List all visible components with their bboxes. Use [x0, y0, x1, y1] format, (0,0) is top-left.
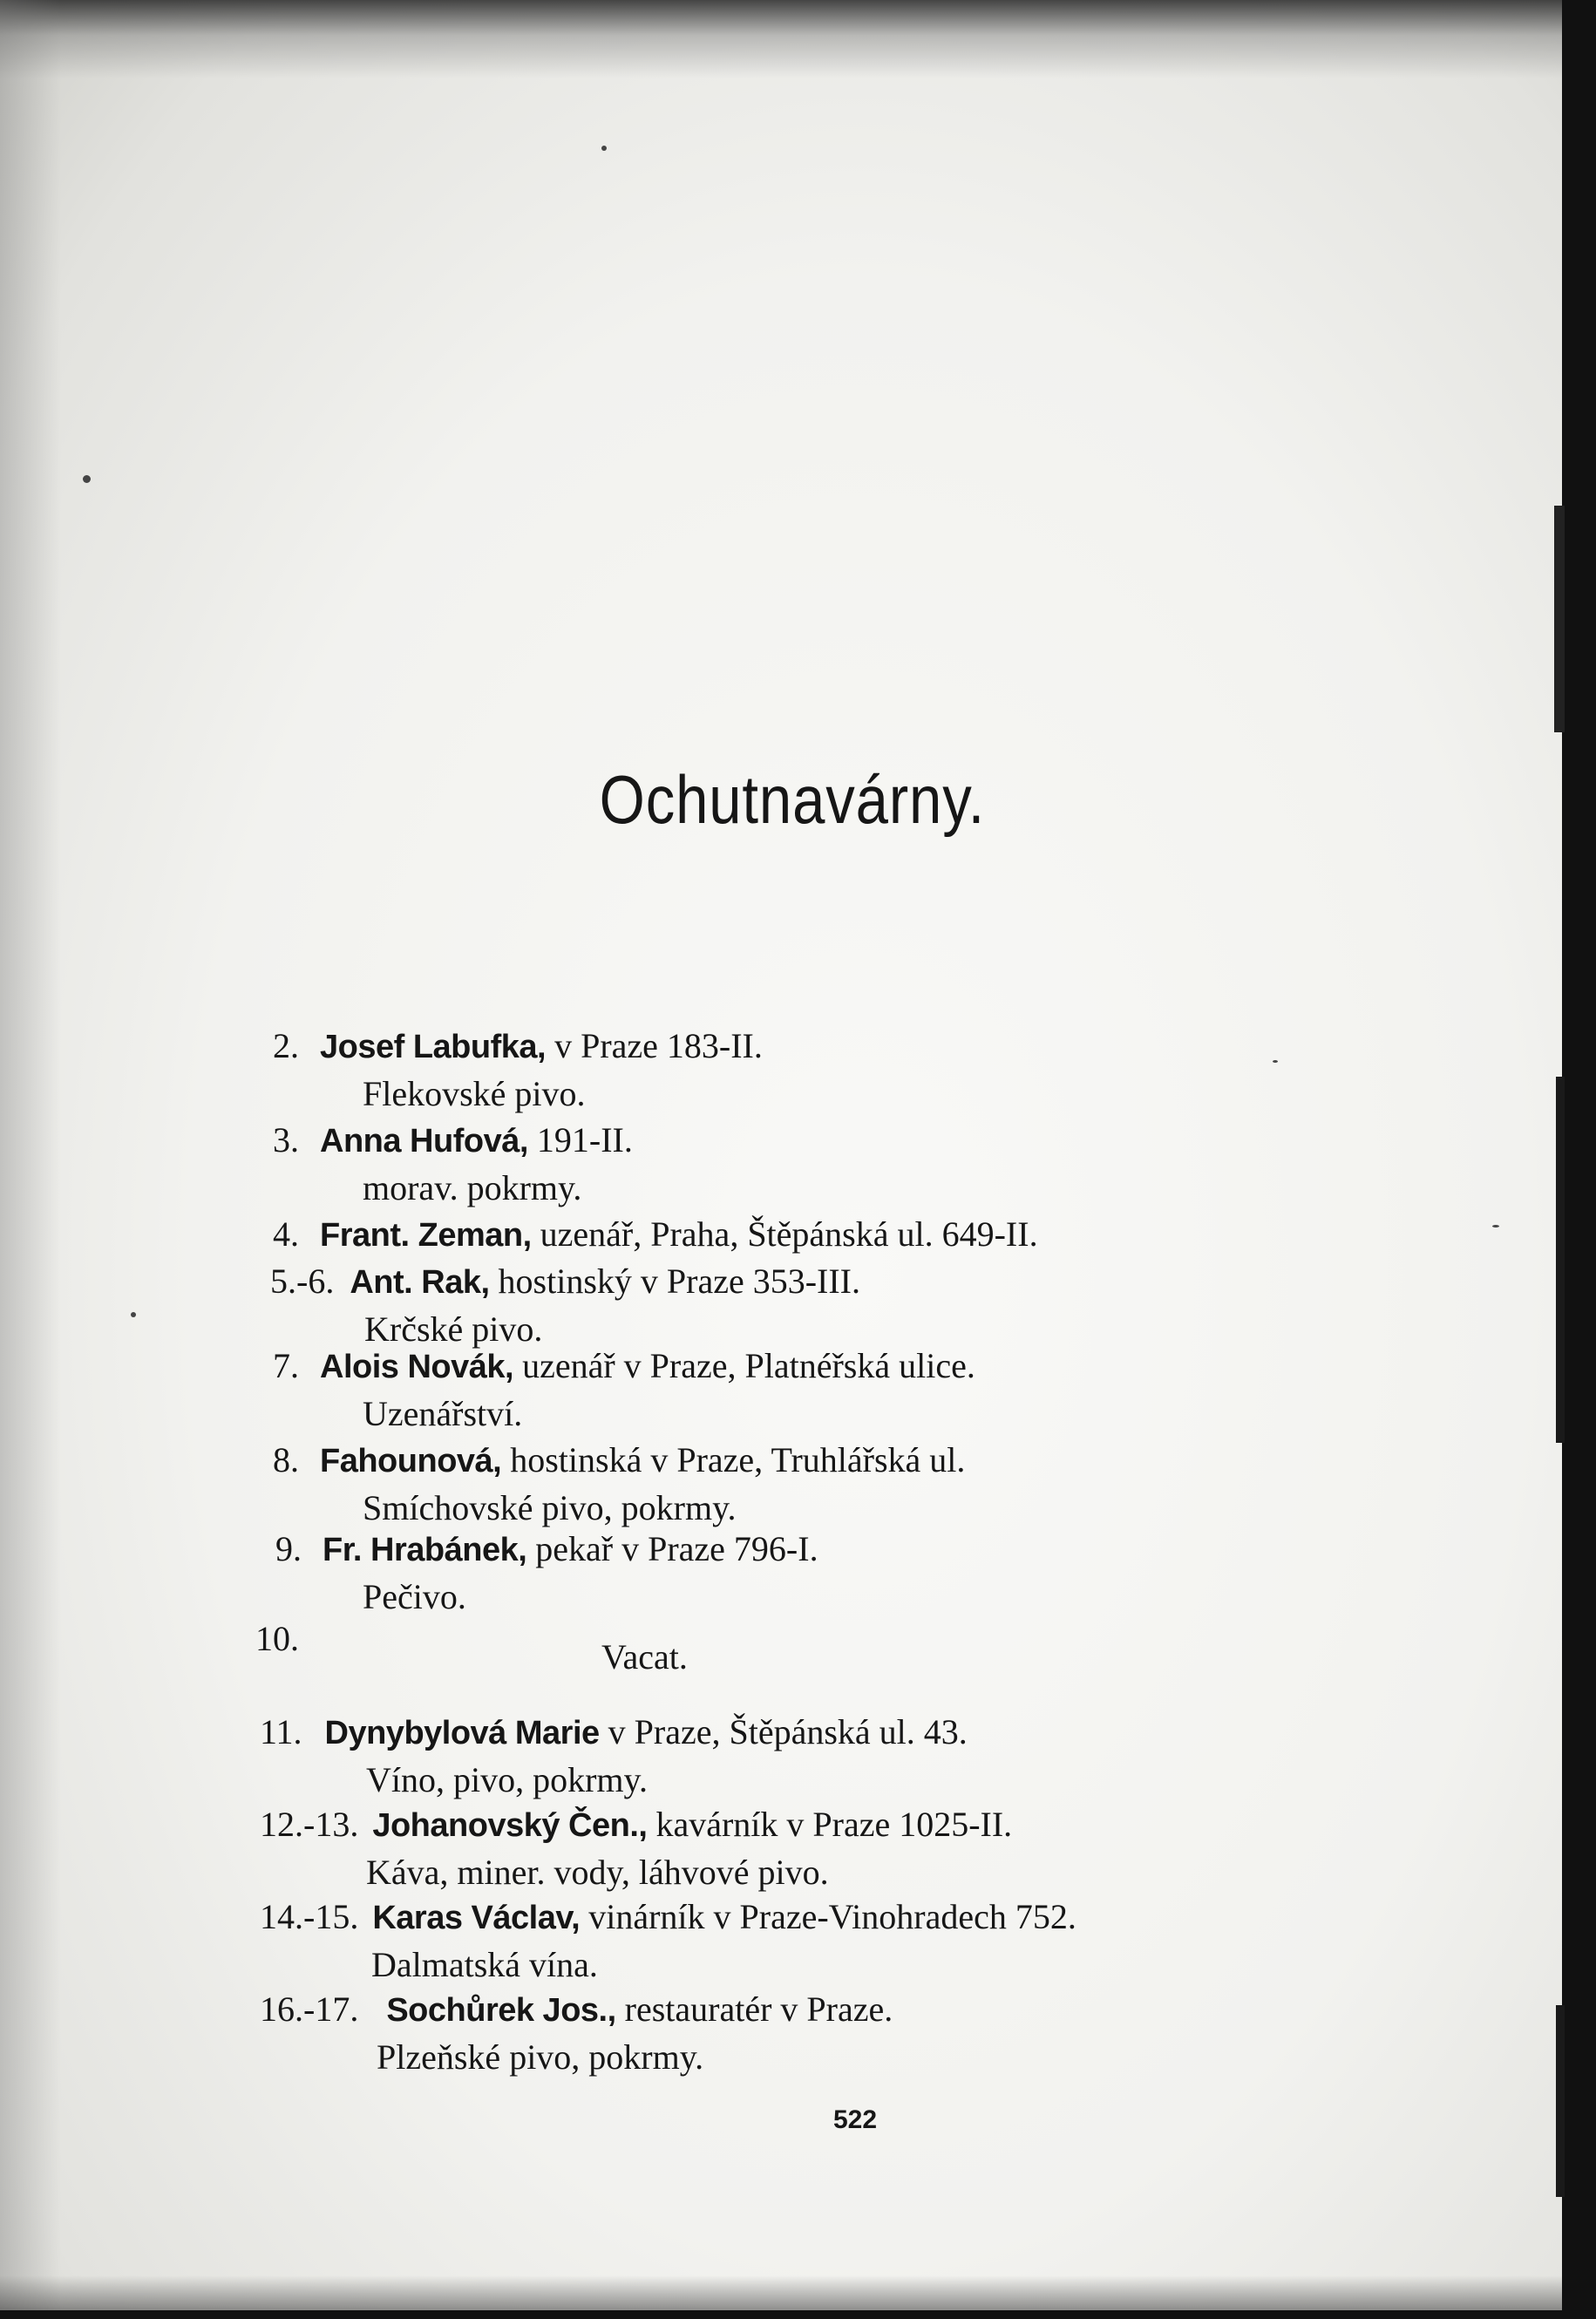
- binding-mark: [1556, 1077, 1565, 1443]
- entry-number: 7.: [273, 1346, 299, 1385]
- entry-number: 2.: [273, 1026, 299, 1065]
- entry-number: 12.-13.: [260, 1805, 359, 1844]
- entry-details: vinárník v Praze-Vinohradech 752.: [580, 1897, 1076, 1936]
- entry-note: Dalmatská vína.: [371, 1945, 598, 1984]
- entry-name: Alois Novák,: [320, 1349, 514, 1385]
- entry-note: morav. pokrmy.: [363, 1168, 582, 1207]
- list-item: [260, 1894, 1076, 1989]
- entry-number: 10.: [255, 1619, 299, 1658]
- entry-note: Krčské pivo.: [364, 1309, 543, 1349]
- page-title: Ochutnavárny.: [599, 761, 986, 838]
- entry-details: v Praze, Štěpánská ul. 43.: [599, 1712, 968, 1751]
- list-item: [270, 1258, 860, 1353]
- entry-note: Káva, miner. vody, láhvové pivo.: [366, 1853, 829, 1892]
- entry-details: v Praze 183-II.: [546, 1026, 763, 1065]
- list-item: [260, 1801, 1012, 1896]
- entry-note: Víno, pivo, pokrmy.: [366, 1760, 648, 1799]
- entry-details: 191-II.: [527, 1120, 633, 1160]
- entry-number: 14.-15.: [260, 1897, 359, 1936]
- entry-name: Frant. Zeman,: [320, 1217, 532, 1254]
- entry-note: Uzenářství.: [363, 1394, 523, 1433]
- entry-name: Sochůrek Jos.,: [386, 1992, 616, 2029]
- entry-note: Smíchovské pivo, pokrmy.: [363, 1488, 737, 1527]
- entry-number: 11.: [260, 1712, 302, 1751]
- entry-number: 8.: [273, 1440, 299, 1479]
- entry-number: 16.-17.: [260, 1989, 359, 2029]
- entry-number: 9.: [275, 1529, 302, 1568]
- entry-details: hostinský v Praze 353-III.: [489, 1262, 860, 1301]
- scan-speck: [1273, 1060, 1278, 1063]
- entry-name: Josef Labufka,: [320, 1029, 547, 1065]
- binding-mark: [1556, 2005, 1565, 2197]
- entry-name: Karas Václav,: [372, 1900, 581, 1936]
- scan-shadow-bottom: [0, 2275, 1562, 2310]
- entry-name: Anna Hufová,: [320, 1123, 528, 1160]
- scan-shadow-top: [0, 0, 1562, 78]
- entry-number: 3.: [273, 1120, 299, 1160]
- scan-speck: [1492, 1225, 1499, 1228]
- entry-details: kavárník v Praze 1025-II.: [647, 1805, 1013, 1844]
- vacat-label: Vacat.: [601, 1637, 688, 1676]
- scan-edge-right: [1562, 0, 1596, 2319]
- entry-name: Dynybylová Marie: [324, 1715, 600, 1751]
- list-item: [273, 1437, 965, 1532]
- entry-details: uzenář v Praze, Platnéřská ulice.: [513, 1346, 975, 1385]
- entry-note: Pečivo.: [363, 1577, 466, 1616]
- scan-speck: [131, 1312, 136, 1317]
- entry-name: Fahounová,: [320, 1443, 502, 1479]
- list-item: [273, 1343, 975, 1438]
- list-item: [260, 1709, 968, 1804]
- list-item: [273, 1211, 1038, 1259]
- entry-note: Flekovské pivo.: [363, 1074, 586, 1113]
- entry-details: uzenář, Praha, Štěpánská ul. 649-II.: [531, 1214, 1038, 1254]
- scan-speck: [83, 475, 91, 483]
- entry-details: restauratér v Praze.: [615, 1989, 893, 2029]
- entry-name: Johanovský Čen.,: [372, 1807, 648, 1844]
- list-item: [273, 1117, 633, 1212]
- entry-number: 4.: [273, 1214, 299, 1254]
- list-item: [273, 1023, 763, 1118]
- binding-mark: [1554, 506, 1565, 732]
- scan-shadow-left: [0, 0, 61, 2310]
- entry-details: hostinská v Praze, Truhlářská ul.: [501, 1440, 966, 1479]
- entry-name: Fr. Hrabánek,: [323, 1532, 527, 1568]
- page-number: 522: [832, 2105, 878, 2134]
- scan-speck: [601, 146, 607, 151]
- list-item: [260, 1986, 893, 2081]
- entry-details: pekař v Praze 796-I.: [526, 1529, 818, 1568]
- entry-name: Ant. Rak,: [350, 1264, 490, 1301]
- scan-edge-bottom: [0, 2310, 1596, 2319]
- entry-number: 5.-6.: [270, 1262, 335, 1301]
- entry-note: Plzeňské pivo, pokrmy.: [377, 2037, 704, 2077]
- list-item: [275, 1526, 818, 1621]
